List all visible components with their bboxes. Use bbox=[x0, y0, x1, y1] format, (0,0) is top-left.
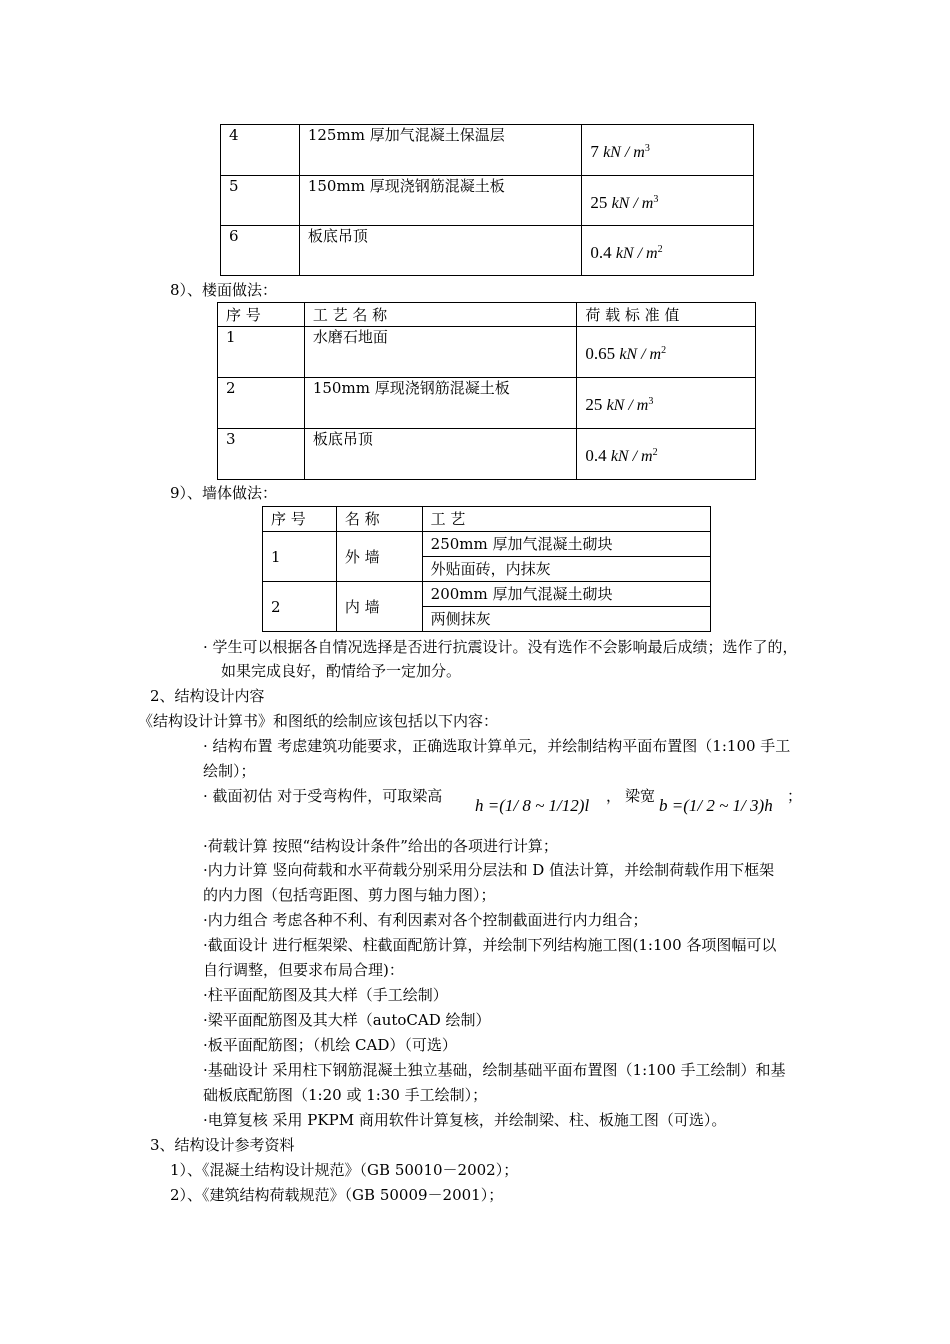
table-header-row bbox=[218, 303, 756, 327]
item-foundation-design-cont: 础板底配筋图（1:20 或 1:30 手工绘制）； bbox=[203, 1086, 488, 1104]
layer-name: 水磨石地面 bbox=[304, 327, 576, 378]
table-header-row bbox=[263, 507, 711, 532]
header-name: 工 艺 名 称 bbox=[304, 303, 576, 327]
row-number: 1 bbox=[263, 532, 337, 582]
floor-heading: 8）、楼面做法： bbox=[170, 281, 278, 299]
item-internal-force-cont: 的内力图（包括弯距图、剪力图与轴力图）； bbox=[203, 886, 496, 904]
table-row bbox=[221, 176, 754, 226]
header-name: 名 称 bbox=[336, 507, 422, 532]
roof-load-table bbox=[220, 124, 754, 276]
row-number: 3 bbox=[218, 429, 305, 480]
wall-craft: 200mm 厚加气混凝土砌块 bbox=[422, 582, 710, 607]
note-line-1: · 学生可以根据各自情况选择是否进行抗震设计。没有选作不会影响最后成绩；选作了的， bbox=[203, 638, 798, 656]
wall-name: 外 墙 bbox=[336, 532, 422, 582]
load-value: 25 kN / $m^3$ bbox=[582, 176, 754, 226]
load-value: 0.4 kN / $m^2$ bbox=[577, 429, 756, 480]
table-row bbox=[218, 378, 756, 429]
row-number: 6 bbox=[221, 226, 300, 276]
layout-line-1: · 结构布置 考虑建筑功能要求，正确选取计算单元，并绘制结构平面布置图（1:100 手工 bbox=[203, 737, 791, 755]
row-number: 5 bbox=[221, 176, 300, 226]
layout-line-2: 绘制）； bbox=[203, 762, 256, 780]
item-load-calc: ·荷载计算 按照“结构设计条件”给出的各项进行计算； bbox=[203, 837, 558, 855]
table-row bbox=[218, 327, 756, 378]
layer-name: 125mm 厚加气混凝土保温层 bbox=[299, 125, 581, 176]
item-foundation-design: ·基础设计 采用柱下钢筋混凝土独立基础，绘制基础平面布置图（1:100 手工绘制）和基 bbox=[203, 1061, 786, 1079]
header-no: 序 号 bbox=[263, 507, 337, 532]
reference-item: 2）、《建筑结构荷载规范》（GB 50009－2001）； bbox=[170, 1186, 504, 1204]
table-row bbox=[218, 429, 756, 480]
beam-width-label: 梁宽 bbox=[625, 787, 656, 805]
layer-name: 板底吊顶 bbox=[304, 429, 576, 480]
layer-name: 150mm 厚现浇钢筋混凝土板 bbox=[299, 176, 581, 226]
wall-craft: 两侧抹灰 bbox=[422, 607, 710, 632]
formula-beam-width: b =(1/ 2 ~ 1/ 3)h bbox=[659, 796, 773, 815]
wall-table bbox=[262, 506, 711, 632]
item-section-design-cont: 自行调整，但要求布局合理)： bbox=[203, 961, 404, 979]
row-number: 2 bbox=[218, 378, 305, 429]
formula-comma: ， bbox=[606, 787, 622, 805]
wall-heading: 9）、墙体做法： bbox=[170, 484, 278, 502]
item-internal-force: ·内力计算 竖向荷载和水平荷载分别采用分层法和 D 值法计算，并绘制荷载作用下框架 bbox=[203, 861, 775, 879]
section-2-title: 2、结构设计内容 bbox=[150, 687, 265, 705]
load-value: 25 kN / $m^3$ bbox=[577, 378, 756, 429]
item-computer-check: ·电算复核 采用 PKPM 商用软件计算复核，并绘制梁、柱、板施工图（可选）。 bbox=[203, 1111, 727, 1129]
item-slab-drawing: ·板平面配筋图；（机绘 CAD）（可选） bbox=[203, 1036, 457, 1054]
table-row bbox=[221, 125, 754, 176]
header-value: 荷 载 标 准 值 bbox=[577, 303, 756, 327]
layer-name: 板底吊顶 bbox=[299, 226, 581, 276]
layer-name: 150mm 厚现浇钢筋混凝土板 bbox=[304, 378, 576, 429]
item-beam-drawing: ·梁平面配筋图及其大样（autoCAD 绘制） bbox=[203, 1011, 491, 1029]
table-row bbox=[263, 532, 711, 557]
formula-beam-height: h =(1/ 8 ~ 1/12)l bbox=[475, 796, 590, 815]
item-section-design: ·截面设计 进行框架梁、柱截面配筋计算，并绘制下列结构施工图(1:100 各项图幅可以 bbox=[203, 936, 777, 954]
formula-semicolon: ； bbox=[787, 787, 803, 805]
section-3-title: 3、结构设计参考资料 bbox=[150, 1136, 295, 1154]
section-2-intro: 《结构设计计算书》和图纸的绘制应该包括以下内容： bbox=[138, 712, 499, 730]
row-number: 4 bbox=[221, 125, 300, 176]
wall-name: 内 墙 bbox=[336, 582, 422, 632]
reference-item: 1）、《混凝土结构设计规范》（GB 50010－2002）； bbox=[170, 1161, 519, 1179]
load-value: 0.4 kN / $m^2$ bbox=[582, 226, 754, 276]
table-row bbox=[263, 582, 711, 607]
header-no: 序 号 bbox=[218, 303, 305, 327]
item-column-drawing: ·柱平面配筋图及其大样（手工绘制） bbox=[203, 986, 448, 1004]
section-estimate-label: · 截面初估 对于受弯构件，可取梁高 bbox=[203, 787, 443, 805]
table-row bbox=[221, 226, 754, 276]
header-craft: 工 艺 bbox=[422, 507, 710, 532]
wall-craft: 外贴面砖，内抹灰 bbox=[422, 557, 710, 582]
floor-load-table bbox=[217, 302, 756, 480]
row-number: 2 bbox=[263, 582, 337, 632]
item-force-combination: ·内力组合 考虑各种不利、有利因素对各个控制截面进行内力组合； bbox=[203, 911, 648, 929]
load-value: 7 kN / $m^3$ bbox=[582, 125, 754, 176]
note-line-2: 如果完成良好，酌情给予一定加分。 bbox=[221, 662, 462, 680]
load-value: 0.65 kN / $m^2$ bbox=[577, 327, 756, 378]
row-number: 1 bbox=[218, 327, 305, 378]
wall-craft: 250mm 厚加气混凝土砌块 bbox=[422, 532, 710, 557]
